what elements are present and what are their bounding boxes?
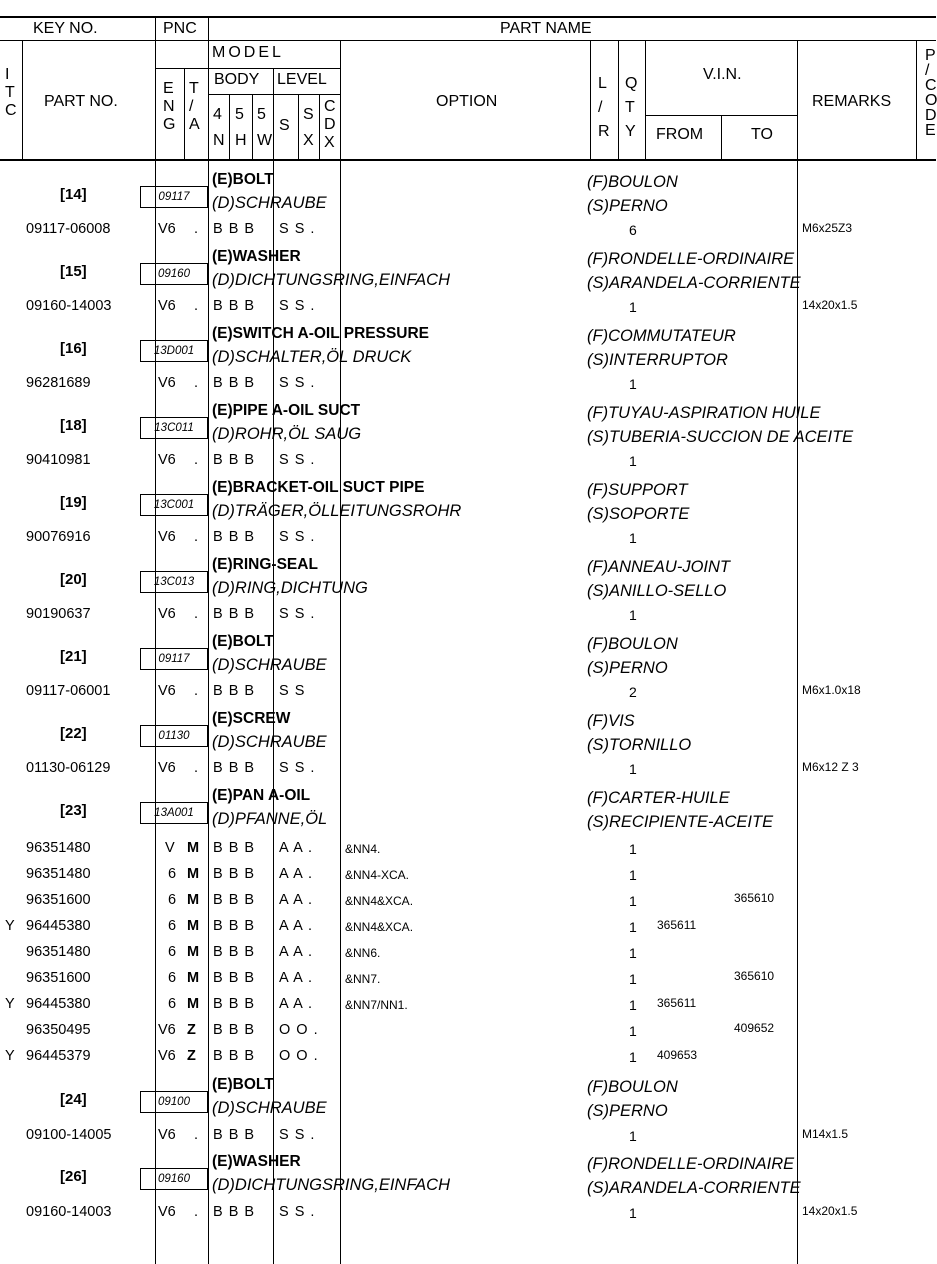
name-french: (F)COMMUTATEUR: [587, 327, 736, 345]
body-codes: B B B: [213, 606, 256, 622]
quantity: 1: [629, 607, 637, 623]
level-codes: S S .: [279, 529, 316, 545]
name-german: (D)DICHTUNGSRING,EINFACH: [212, 271, 451, 289]
pcode-header: P / C O D E: [925, 47, 937, 139]
vin-to-header: TO: [751, 126, 773, 143]
remarks: M6x12 Z 3: [802, 760, 859, 774]
key-number: [20]: [60, 571, 87, 588]
body-codes: B B B: [213, 529, 256, 545]
transaxle-code: .: [194, 606, 199, 622]
vline-remarks: [797, 40, 798, 1264]
name-spanish: (S)PERNO: [587, 197, 668, 215]
option-code: &NN4.: [345, 842, 381, 856]
part-number: 90410981: [26, 452, 91, 468]
part-number: 09117-06008: [26, 221, 111, 237]
name-french: (F)RONDELLE-ORDINAIRE: [587, 250, 795, 268]
transaxle-code: Z: [187, 1022, 196, 1038]
vline-lr: [590, 40, 591, 160]
level-codes: A A .: [279, 970, 314, 986]
level-codes: O O .: [279, 1022, 319, 1038]
name-french: (F)ANNEAU-JOINT: [587, 558, 730, 576]
name-german: (D)SCHRAUBE: [212, 733, 327, 751]
vin-to: 409652: [734, 1021, 775, 1035]
transaxle-code: .: [194, 298, 199, 314]
engine-code: V6: [158, 1048, 176, 1064]
body-codes: B B B: [213, 683, 256, 699]
engine-code: V6: [158, 606, 176, 622]
name-german: (D)DICHTUNGSRING,EINFACH: [212, 1176, 451, 1194]
vline-pnc-right: [208, 18, 209, 1264]
name-french: (F)CARTER-HUILE: [587, 789, 730, 807]
level-sx-header: S X: [303, 106, 314, 149]
key-number: [19]: [60, 494, 87, 511]
name-french: (F)BOULON: [587, 635, 678, 653]
body-col-3-header: 5 W: [257, 106, 273, 149]
pnc-code: 09117: [140, 186, 208, 208]
name-german: (D)PFANNE,ÖL: [212, 810, 328, 828]
body-codes: B B B: [213, 840, 256, 856]
transaxle-code: .: [194, 760, 199, 776]
name-spanish: (S)ARANDELA-CORRIENTE: [587, 274, 801, 292]
body-codes: B B B: [213, 892, 256, 908]
name-german: (D)SCHRAUBE: [212, 194, 327, 212]
level-codes: A A .: [279, 996, 314, 1012]
part-number: 01130-06129: [26, 760, 111, 776]
body-codes: B B B: [213, 1022, 256, 1038]
body-col-1-header: 4 N: [213, 106, 225, 149]
quantity: 1: [629, 945, 637, 961]
body-codes: B B B: [213, 375, 256, 391]
quantity: 1: [629, 1128, 637, 1144]
level-s-header: S: [279, 117, 290, 134]
body-codes: B B B: [213, 918, 256, 934]
vline-pcode: [916, 40, 917, 160]
engine-code: V6: [158, 1127, 176, 1143]
pnc-code: 13C001: [140, 494, 208, 516]
part-number: 96351600: [26, 970, 91, 986]
engine-code: 6: [168, 918, 177, 934]
vline-itc: [22, 40, 23, 160]
engine-code: V6: [158, 375, 176, 391]
vline-body-1: [229, 94, 230, 160]
vin-header: V.I.N.: [703, 66, 742, 83]
level-codes: S S: [279, 683, 306, 699]
option-code: &NN4&XCA.: [345, 894, 414, 908]
transaxle-code: M: [187, 970, 200, 986]
engine-code: 6: [168, 996, 177, 1012]
name-german: (D)RING,DICHTUNG: [212, 579, 368, 597]
engine-code: 6: [168, 944, 177, 960]
option-code: &NN6.: [345, 946, 381, 960]
remarks: 14x20x1.5: [802, 298, 858, 312]
name-german: (D)SCHRAUBE: [212, 1099, 327, 1117]
part-number: 96351480: [26, 840, 91, 856]
transaxle-code: .: [194, 221, 199, 237]
body-codes: B B B: [213, 970, 256, 986]
itc-flag: Y: [5, 1048, 15, 1064]
vin-from: 365611: [657, 996, 697, 1010]
engine-code: 6: [168, 970, 177, 986]
name-spanish: (S)TUBERIA-SUCCION DE ACEITE: [587, 428, 854, 446]
name-english: (E)PAN A-OIL: [212, 787, 311, 804]
quantity: 1: [629, 1049, 637, 1065]
level-codes: A A .: [279, 840, 314, 856]
body-codes: B B B: [213, 221, 256, 237]
vline-vin: [645, 40, 646, 160]
option-header: OPTION: [436, 93, 498, 110]
pnc-code: 01130: [140, 725, 208, 747]
body-codes: B B B: [213, 996, 256, 1012]
name-english: (E)BOLT: [212, 171, 274, 188]
engine-code: V6: [158, 1022, 176, 1038]
vin-from: 365611: [657, 918, 697, 932]
part-number: 96350495: [26, 1022, 91, 1038]
transaxle-code: .: [194, 1204, 199, 1220]
pnc-code: 13C013: [140, 571, 208, 593]
part-number: 96281689: [26, 375, 91, 391]
vline-option: [340, 40, 341, 160]
itc-flag: Y: [5, 996, 15, 1012]
quantity: 1: [629, 867, 637, 883]
name-spanish: (S)RECIPIENTE-ACEITE: [587, 813, 774, 831]
level-codes: S S .: [279, 298, 316, 314]
part-number: 96351600: [26, 892, 91, 908]
top-rule: [0, 16, 936, 18]
remarks: 14x20x1.5: [802, 1204, 858, 1218]
part-number: 96351480: [26, 866, 91, 882]
transaxle-code: .: [194, 375, 199, 391]
transaxle-code: M: [187, 944, 200, 960]
header-bottom-rule: [0, 159, 936, 161]
name-german: (D)TRÄGER,ÖLLEITUNGSROHR: [212, 502, 462, 520]
name-spanish: (S)PERNO: [587, 1102, 668, 1120]
vline-body-2: [252, 94, 253, 160]
part-number: 09117-06001: [26, 683, 111, 699]
option-code: &NN4-XCA.: [345, 868, 410, 882]
name-english: (E)BOLT: [212, 1076, 274, 1093]
vline-eng: [184, 68, 185, 160]
name-english: (E)WASHER: [212, 248, 301, 265]
part-no-header: PART NO.: [44, 93, 118, 110]
quantity: 2: [629, 684, 637, 700]
quantity: 1: [629, 919, 637, 935]
transaxle-code: .: [194, 683, 199, 699]
level-codes: O O .: [279, 1048, 319, 1064]
name-french: (F)RONDELLE-ORDINAIRE: [587, 1155, 795, 1173]
engine-code: 6: [168, 866, 177, 882]
name-spanish: (S)ARANDELA-CORRIENTE: [587, 1179, 801, 1197]
key-number: [21]: [60, 648, 87, 665]
remarks-header: REMARKS: [812, 93, 892, 110]
pnc-code: 09160: [140, 1168, 208, 1190]
engine-code: V6: [158, 1204, 176, 1220]
engine-code: V6: [158, 452, 176, 468]
engine-code: V6: [158, 529, 176, 545]
ta-header: T / A: [189, 80, 200, 133]
engine-code: 6: [168, 892, 177, 908]
body-codes: B B B: [213, 1127, 256, 1143]
name-spanish: (S)ANILLO-SELLO: [587, 582, 727, 600]
model-rule: [155, 68, 340, 69]
pnc-code: 09117: [140, 648, 208, 670]
engine-code: V6: [158, 298, 176, 314]
name-english: (E)BOLT: [212, 633, 274, 650]
pnc-code: 13C011: [140, 417, 208, 439]
quantity: 1: [629, 971, 637, 987]
part-number: 96351480: [26, 944, 91, 960]
remarks: M6x1.0x18: [802, 683, 861, 697]
part-number: 90190637: [26, 606, 91, 622]
qty-header: Q T Y: [625, 75, 638, 140]
level-codes: S S .: [279, 375, 316, 391]
level-codes: S S .: [279, 1127, 316, 1143]
option-code: &NN7.: [345, 972, 381, 986]
name-german: (D)SCHRAUBE: [212, 656, 327, 674]
transaxle-code: .: [194, 1127, 199, 1143]
name-german: (D)SCHALTER,ÖL DRUCK: [212, 348, 412, 366]
quantity: 1: [629, 997, 637, 1013]
key-number: [24]: [60, 1091, 87, 1108]
name-french: (F)VIS: [587, 712, 635, 730]
name-french: (F)TUYAU-ASPIRATION HUILE: [587, 404, 821, 422]
name-english: (E)RING-SEAL: [212, 556, 318, 573]
remarks: M14x1.5: [802, 1127, 849, 1141]
quantity: 1: [629, 1205, 637, 1221]
engine-code: V6: [158, 760, 176, 776]
option-code: &NN7/NN1.: [345, 998, 408, 1012]
body-level-rule: [208, 94, 340, 95]
body-codes: B B B: [213, 866, 256, 882]
part-number: 96445380: [26, 918, 91, 934]
option-code: &NN4&XCA.: [345, 920, 414, 934]
level-codes: A A .: [279, 918, 314, 934]
name-spanish: (S)SOPORTE: [587, 505, 690, 523]
quantity: 6: [629, 222, 637, 238]
level-codes: S S .: [279, 452, 316, 468]
engine-code: V6: [158, 221, 176, 237]
engine-code: V: [165, 840, 175, 856]
vin-from: 409653: [657, 1048, 698, 1062]
engine-code: V6: [158, 683, 176, 699]
model-header: MODEL: [212, 44, 284, 61]
name-english: (E)SWITCH A-OIL PRESSURE: [212, 325, 430, 342]
itc-flag: Y: [5, 918, 15, 934]
transaxle-code: M: [187, 840, 200, 856]
name-french: (F)SUPPORT: [587, 481, 688, 499]
vline-vin-mid: [721, 115, 722, 160]
body-codes: B B B: [213, 298, 256, 314]
key-number: [14]: [60, 186, 87, 203]
quantity: 1: [629, 299, 637, 315]
level-header: LEVEL: [277, 71, 327, 88]
name-spanish: (S)TORNILLO: [587, 736, 692, 754]
key-number: [23]: [60, 802, 87, 819]
level-cdx-header: C D X: [324, 98, 336, 151]
transaxle-code: .: [194, 452, 199, 468]
vin-to: 365610: [734, 969, 775, 983]
name-english: (E)PIPE A-OIL SUCT: [212, 402, 361, 419]
name-english: (E)SCREW: [212, 710, 291, 727]
level-codes: S S .: [279, 1204, 316, 1220]
transaxle-code: M: [187, 918, 200, 934]
name-german: (D)ROHR,ÖL SAUG: [212, 425, 362, 443]
pnc-code: 13A001: [140, 802, 208, 824]
quantity: 1: [629, 893, 637, 909]
vline-qty: [618, 40, 619, 160]
part-number: 90076916: [26, 529, 91, 545]
quantity: 1: [629, 841, 637, 857]
level-codes: S S .: [279, 221, 316, 237]
quantity: 1: [629, 453, 637, 469]
part-number: 09160-14003: [26, 1204, 112, 1220]
body-codes: B B B: [213, 1048, 256, 1064]
pnc-code: 09160: [140, 263, 208, 285]
level-codes: A A .: [279, 944, 314, 960]
body-header: BODY: [214, 71, 260, 88]
body-codes: B B B: [213, 1204, 256, 1220]
transaxle-code: M: [187, 892, 200, 908]
level-codes: A A .: [279, 866, 314, 882]
part-number: 96445379: [26, 1048, 91, 1064]
remarks: M6x25Z3: [802, 221, 853, 235]
part-number: 09100-14005: [26, 1127, 112, 1143]
vin-to: 365610: [734, 891, 775, 905]
body-col-2-header: 5 H: [235, 106, 247, 149]
lr-header: L / R: [598, 75, 610, 140]
key-number: [16]: [60, 340, 87, 357]
transaxle-code: Z: [187, 1048, 196, 1064]
name-english: (E)WASHER: [212, 1153, 301, 1170]
quantity: 1: [629, 376, 637, 392]
transaxle-code: M: [187, 866, 200, 882]
key-number: [26]: [60, 1168, 87, 1185]
vline-level-1: [298, 94, 299, 160]
part-number: 96445380: [26, 996, 91, 1012]
name-spanish: (S)PERNO: [587, 659, 668, 677]
quantity: 1: [629, 1023, 637, 1039]
key-number: [18]: [60, 417, 87, 434]
name-english: (E)BRACKET-OIL SUCT PIPE: [212, 479, 425, 496]
name-spanish: (S)INTERRUPTOR: [587, 351, 728, 369]
level-codes: A A .: [279, 892, 314, 908]
header-rule-1: [0, 40, 936, 41]
transaxle-code: M: [187, 996, 200, 1012]
body-codes: B B B: [213, 760, 256, 776]
name-french: (F)BOULON: [587, 1078, 678, 1096]
transaxle-code: .: [194, 529, 199, 545]
pnc-code: 13D001: [140, 340, 208, 362]
name-french: (F)BOULON: [587, 173, 678, 191]
eng-header: E N G: [163, 80, 176, 133]
level-codes: S S .: [279, 606, 316, 622]
pnc-code: 09100: [140, 1091, 208, 1113]
vin-from-header: FROM: [656, 126, 704, 143]
quantity: 1: [629, 530, 637, 546]
vline-level-2: [319, 94, 320, 160]
key-number: [22]: [60, 725, 87, 742]
key-number: [15]: [60, 263, 87, 280]
pnc-header: PNC: [163, 20, 197, 37]
part-number: 09160-14003: [26, 298, 112, 314]
body-codes: B B B: [213, 452, 256, 468]
key-no-header: KEY NO.: [33, 20, 98, 37]
body-codes: B B B: [213, 944, 256, 960]
itc-header: I T C: [5, 66, 17, 119]
level-codes: S S .: [279, 760, 316, 776]
quantity: 1: [629, 761, 637, 777]
part-name-header: PART NAME: [500, 20, 592, 37]
